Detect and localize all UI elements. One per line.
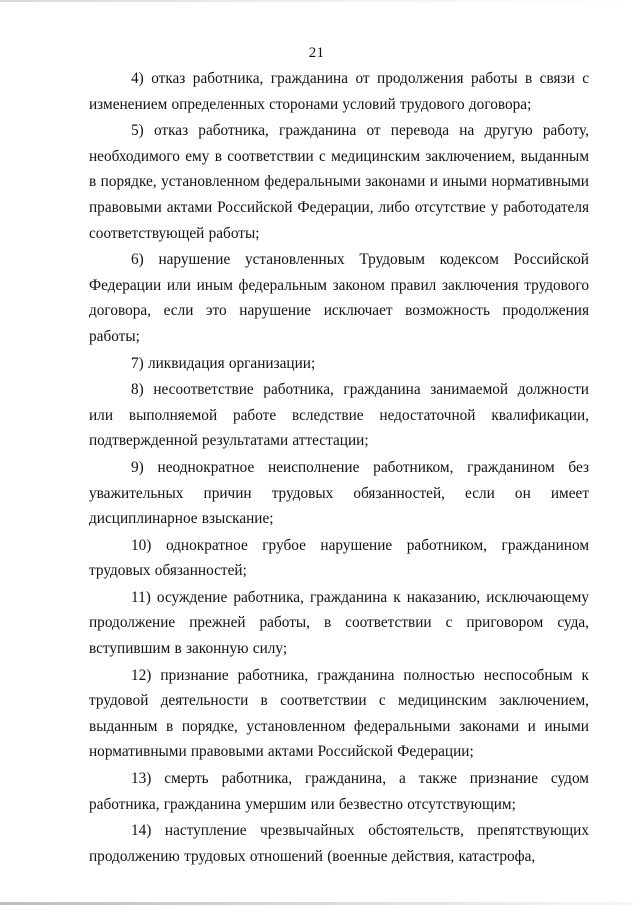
- list-item-8: 8) несоответствие работника, гражданина занимаемой должности или выполняемой работе вследствие недостаточной квалификации, подтвержденной результатами аттестации;: [89, 381, 589, 450]
- list-item-9: 9) неоднократное неисполнение работником, гражданином без уважительных причин трудовых обязанностей, если он имеет дисциплинарное взыскание;: [89, 458, 589, 528]
- list-item-5: 5) отказ работника, гражданина от перевода на другую работу, необходимого ему в соответствии с медицинским заключением, выданным в порядке, установленном федеральными законами и иными нормативными правовыми актами Российской Федерации, либо отсутствие у работодателя соответствующей работы;: [89, 122, 589, 242]
- document-body: [89, 66, 589, 870]
- list-item-4: 4) отказ работника, гражданина от продолжения работы в связи с изменением определенных сторонами условий трудового договора;: [89, 70, 589, 113]
- list-item-14: 14) наступление чрезвычайных обстоятельств, препятствующих продолжению трудовых отношений (военные действия, катастрофа,: [89, 822, 589, 865]
- list-item-6: 6) нарушение установленных Трудовым кодексом Российской Федерации или иным федеральным законом правил заключения трудового договора, если это нарушение исключает возможность продолжения работы;: [89, 251, 589, 345]
- list-item-13: 13) смерть работника, гражданина, а также признание судом работника, гражданина умершим или безвестно отсутствующим;: [89, 770, 589, 813]
- list-item-12: 12) признание работника, гражданина полностью неспособным к трудовой деятельности в соответствии с медицинским заключением, выданным в порядке, установленном федеральными законами и иными нормативными правовыми актами Российской Федерации;: [89, 666, 589, 761]
- list-item-11: 11) осуждение работника, гражданина к наказанию, исключающему продолжение прежней работы, в соответствии с приговором суда, вступившим в законную силу;: [89, 588, 589, 658]
- list-item-7: 7) ликвидация организации;: [131, 354, 316, 372]
- list-item-10: 10) однократное грубое нарушение работником, гражданином трудовых обязанностей;: [89, 536, 589, 580]
- scan-edge-top: [0, 0, 633, 2]
- page-number: 21: [308, 45, 325, 61]
